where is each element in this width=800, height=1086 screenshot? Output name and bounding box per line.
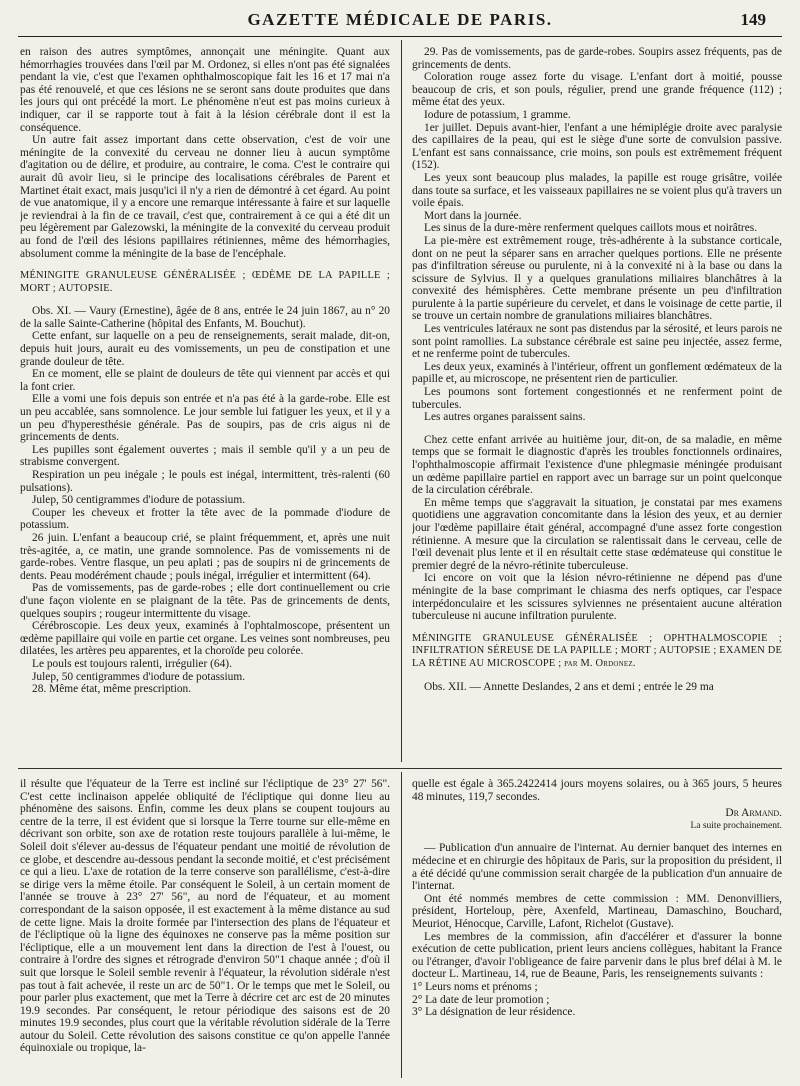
- column-top-left: [20, 46, 390, 756]
- paragraph: Obs. XI. — Vaury (Ernestine), âgée de 8 ans, entrée le 24 juin 1867, au n° 20 de la salle Sainte-Catherine (hôpital des Enfants, M. Bouchut).: [20, 305, 390, 330]
- paragraph: Cette enfant, sur laquelle on a peu de renseignements, serait malade, dit-on, depuis huit jours, aurait eu des vomissements, un peu de constipation et une grande douleur de tête.: [20, 330, 390, 368]
- header-rule: [18, 36, 782, 37]
- paragraph: 1° Leurs noms et prénoms ;: [412, 980, 538, 993]
- paragraph: Coloration rouge assez forte du visage. L'enfant dort à moitié, pousse beaucoup de cris, et son pouls, régulier, prend une grande fréquence (112) ; même état des yeux.: [412, 71, 782, 109]
- paragraph: En même temps que s'aggravait la situation, je constatai par mes examens quotidiens une aggravation concomitante dans la lésion des yeux, et au dernier jour l'œdème papillaire était général, accompagné d'une assez forte congestion rétinienne. A mesure que la circulation se ralentissait dans le cerveau, celle de l'œil devenait plus lente et il en résultait cette stase œdémateuse qui constitue le premier degré de la névro-rétinite tuberculeuse.: [412, 496, 782, 572]
- paragraph: Couper les cheveux et frotter la tête avec de la pommade d'iodure de potassium.: [20, 506, 390, 532]
- paragraph: Les sinus de la dure-mère renferment quelques caillots mous et noirâtres.: [424, 222, 758, 235]
- paragraph: Les poumons sont fortement congestionnés et ne renferment point de tubercules.: [412, 386, 782, 411]
- paragraph: en raison des autres symptômes, annonçait une méningite. Quant aux hémorrhagies trouvées dans l'œil par M. Ordonez, si elles n'ont pas été signalées pendant la vie, c'est que l'examen ophthalmoscopique fait les 16 et 17 mai n'a pas été renouvelé, et que ces lésions ne se seront sans doute produites que dans les jours qui ont précédé la mort. Le phénomène n'eut est pas moins curieux à indiquer, car il se rapporte tout à fait à la lésion cérébrale dont il est la conséquence.: [20, 46, 390, 134]
- paragraph: Julep, 50 centigrammes d'iodure de potassium.: [32, 494, 246, 507]
- paragraph: 1er juillet. Depuis avant-hier, l'enfant a une hémiplégie droite avec paralysie des capillaires de la peau, qui est le siège d'une sorte de convulsion passive. L'enfant est sans connaissance, crie moins, son pouls est extrêmement fréquent (152).: [412, 121, 782, 172]
- paragraph: Mort dans la journée.: [424, 209, 522, 222]
- paragraph: il résulte que l'équateur de la Terre est incliné sur l'écliptique de 23° 27' 56". C'est cette inclinaison appelée obliquité de l'écliptique qui donne lieu au phénomène des saisons. Enfin, comme les deux plans se coupent toujours au centre de la terre, il est évident que si lorsque la Terre tourne sur elle-même en décrivant son orbite, son axe de rotation reste toujours parallèle à lui-même, le Soleil doit s'élever au-dessus de l'équateur pendant une moitié de révolution de ce globe, et descendre au-dessous pendant la seconde moitié, et c'est précisément ce qui a lieu. L'axe de rotation de la terre conserve son parallélisme, c'est-à-dire se dirige vers la même étoile. Par conséquent le Soleil, à un certain moment de l'année se trouve à 23° 27' 56", au nord de l'équateur, et au moment correspondant de la saison opposée, il est exactement à la même distance au sud de cette ligne. Mais la droite formée par l'intersection des plans de l'équateur et de l'écliptique où la ligne des équinoxes ne conserve pas la même position sur l'écliptique, elle a un mouvement lent dans la direction de l'est à l'ouest, ou contraire à l'ordre des signes et rétrograde d'environ 50"1 chaque année ; d'où il suit que lorsque le Soleil semble revenir à l'équateur, la révolution sidérale n'est pas tout à fait achevée, il reste un arc de 50"1. Or le temps que met le Soleil, ou pour parler plus exactement, que met la Terre à décrire cet arc est de 20 minutes 19.9 secondes. Par conséquent, le retour périodique des saisons est de 20 minutes 19.9 secondes, plus court que la véritable révolution sidérale de la Terre autour du Soleil. Cette révolution des saisons constitue ce qu'on appelle l'année équinoxiale ou tropique, la-: [20, 778, 390, 1055]
- page-number: 149: [740, 10, 766, 29]
- paragraph: La suite prochainement.: [690, 820, 782, 831]
- paragraph: 29. Pas de vomissements, pas de garde-robes. Soupirs assez fréquents, pas de grincements de dents.: [412, 46, 782, 71]
- paragraph: Ont été nommés membres de cette commission : MM. Denonvilliers, président, Horteloup, père, Axenfeld, Martineau, Damaschino, Bouchard, Meuriot, Hénocque, Carville, Lafont, Richelot (Gustave).: [412, 892, 782, 930]
- paragraph: Elle a vomi une fois depuis son entrée et n'a pas été à la garde-robe. Elle est un peu accablée, sans somnolence. Le jour semble lui fatiguer les yeux, et il y a un peu d'hyperesthésie générale. Pas de soupirs, pas de cris aigus ni de grincements de dents.: [20, 393, 390, 444]
- paragraph: 26 juin. L'enfant a beaucoup crié, se plaint fréquemment, et, après une nuit très-agitée, a, ce matin, une grande somnolence. Pas de vomissements ni de garde-robes. Ventre flasque, un peu aplati ; pas de soupirs ni de grincements de dents. Peau modérément chaude ; pouls inégal, irrégulier et intermittent (64).: [20, 531, 390, 582]
- paragraph: Iodure de potassium, 1 gramme.: [424, 108, 571, 121]
- paragraph: — Publication d'un annuaire de l'internat. Au dernier banquet des internes en médecine et en chirurgie des hôpitaux de Paris, sur la proposition du président, il a été décidé qu'une commission serait chargée de la publication d'un annuaire de l'internat.: [412, 842, 782, 893]
- paragraph: Respiration un peu inégale ; le pouls est inégal, intermittent, très-ralenti (60 pulsations).: [20, 469, 390, 494]
- paragraph: Chez cette enfant arrivée au huitième jour, dit-on, de sa maladie, en même temps que se formait le diagnostic d'après les troubles fonctionnels ordinaires, l'ophthalmoscopie affirmait l'existence d'une phlegmasie méningée produisant un œdème papillaire partiel en rapport avec un barrage sur un point quelconque de la circulation cérébrale.: [412, 433, 782, 497]
- paragraph: Les yeux sont beaucoup plus malades, la papille est rouge grisâtre, voilée dans toute sa surface, et les vaisseaux papillaires ne se voient plus qu'à travers un voile épais.: [412, 171, 782, 210]
- paragraph: Obs. XII. — Annette Deslandes, 2 ans et demi ; entrée le 29 ma: [424, 680, 714, 693]
- paragraph: quelle est égale à 365.2422414 jours moyens solaires, ou à 365 jours, 5 heures 48 minutes, 119,7 secondes.: [412, 778, 782, 803]
- paragraph: 2° La date de leur promotion ;: [412, 993, 550, 1006]
- section-divider: [18, 768, 782, 769]
- paragraph: Pas de vomissements, pas de garde-robes ; elle dort continuellement ou crie d'une façon violente en se plaignant de la tête. Pas de grincements de dents, quelques soupirs ; rougeur intermittente du visage.: [20, 582, 390, 620]
- paragraph: La pie-mère est extrêmement rouge, très-adhérente à la substance corticale, dont on ne peut la séparer sans en arracher quelques portions. Elle ne présente pas d'infiltration séreuse ou purulente, ni à la convexité ni à la base ou dans la scissure de Sylvius. Il y a quelques granulations miliaires blanchâtres à la convexité des hémisphères. Cette membrane présente un peu d'infiltration purulente à la partie supérieure du cervelet, et dans le voisinage de cette partie, il se trouve un certain nombre de granulations miliaires blanchâtres.: [412, 234, 782, 323]
- paragraph: Les pupilles sont également ouvertes ; mais il semble qu'il y a un peu de strabisme convergent.: [20, 443, 390, 469]
- paragraph: Les deux yeux, examinés à l'intérieur, offrent un gonflement œdémateux de la papille et, au microscope, ne présentent rien de particulier.: [412, 360, 782, 386]
- paragraph: 3° La désignation de leur résidence.: [412, 1006, 576, 1019]
- paragraph: MÉNINGITE GRANULEUSE GÉNÉRALISÉE ; OPHTHALMOSCOPIE ; INFILTRATION SÉREUSE DE LA PAPILLE ; MORT ; AUTOPSIE ; EXAMEN DE LA RÉTINE AU MICROSCOPE ; par M. Ordonez.: [412, 632, 782, 669]
- paragraph: Les membres de la commission, afin d'accélérer et d'assurer la bonne exécution de cette publication, prient leurs anciens collègues, habitant la France ou l'étranger, d'avoir l'obligeance de faire parvenir dans le plus bref délai à M. le docteur L. Martineau, 14, rue de Beaune, Paris, les renseignements suivants :: [412, 930, 782, 981]
- paragraph: 28. Même état, même prescription.: [32, 683, 192, 696]
- paragraph: Ici encore on voit que la lésion névro-rétinienne ne dépend pas d'une méningite de la base comprimant le chiasma des nerfs optiques, car l'espace interpédonculaire et les scissures sylviennes ne présentaient aucune altération tuberculeuse ni aucune infiltration purulente.: [412, 572, 782, 623]
- column-top-right: [412, 46, 782, 756]
- paragraph: MÉNINGITE GRANULEUSE GÉNÉRALISÉE ; ŒDÈME DE LA PAPILLE ; MORT ; AUTOPSIE.: [20, 270, 390, 294]
- paragraph: Les ventricules latéraux ne sont pas distendus par la sérosité, et leurs parois ne sont point ramollies. La substance cérébrale est saine peu injectée, assez ferme, et ne renferme point de tubercules.: [412, 323, 782, 361]
- paragraph: Dr Armand.: [725, 807, 782, 820]
- paragraph: Le pouls est toujours ralenti, irrégulier (64).: [32, 657, 232, 670]
- paragraph: En ce moment, elle se plaint de douleurs de tête qui viennent par accès et qui la font crier.: [20, 368, 390, 393]
- paragraph: Cérébroscopie. Les deux yeux, examinés à l'ophtalmoscope, présentent un œdème papillaire qui voile en partie cet organe. Les veines sont nombreuses, peu dilatées, les artères peu apparentes, et la choroïde peu colorée.: [20, 620, 390, 658]
- paragraph: Un autre fait assez important dans cette observation, c'est de voir une méningite de la convexité du cerveau ne donner lieu à aucun symptôme d'agitation ou de délire, et produire, au contraire, le coma. C'est le contraire qui aurait dû avoir lieu, si le principe des localisations cérébrales de Parent et Martinet était exact, mais jusqu'ici il n'y a rien de démontré à cet égard. Au point de vue anatomique, il y a encore une remarque intéressante à faire et sur laquelle je reviendrai à la fin de ce travail, c'est que, contrairement à ce qui a été dit un peu légèrement par Galezowski, la méningite de la convexité du cerveau produit au fond de l'œil des lésions papillaires rétiniennes, même des hémorrhagies, absolument comme la méningite de la base de l'encéphale.: [20, 134, 390, 260]
- column-divider-bottom: [401, 772, 402, 1078]
- column-bottom-right: [412, 778, 782, 1078]
- journal-title: GAZETTE MÉDICALE DE PARIS.: [247, 10, 553, 29]
- paragraph: Julep, 50 centigrammes d'iodure de potassium.: [32, 670, 246, 683]
- page-header: [0, 8, 800, 36]
- column-divider-top: [401, 40, 402, 762]
- paragraph: Les autres organes paraissent sains.: [424, 411, 586, 424]
- column-bottom-left: [20, 778, 390, 1078]
